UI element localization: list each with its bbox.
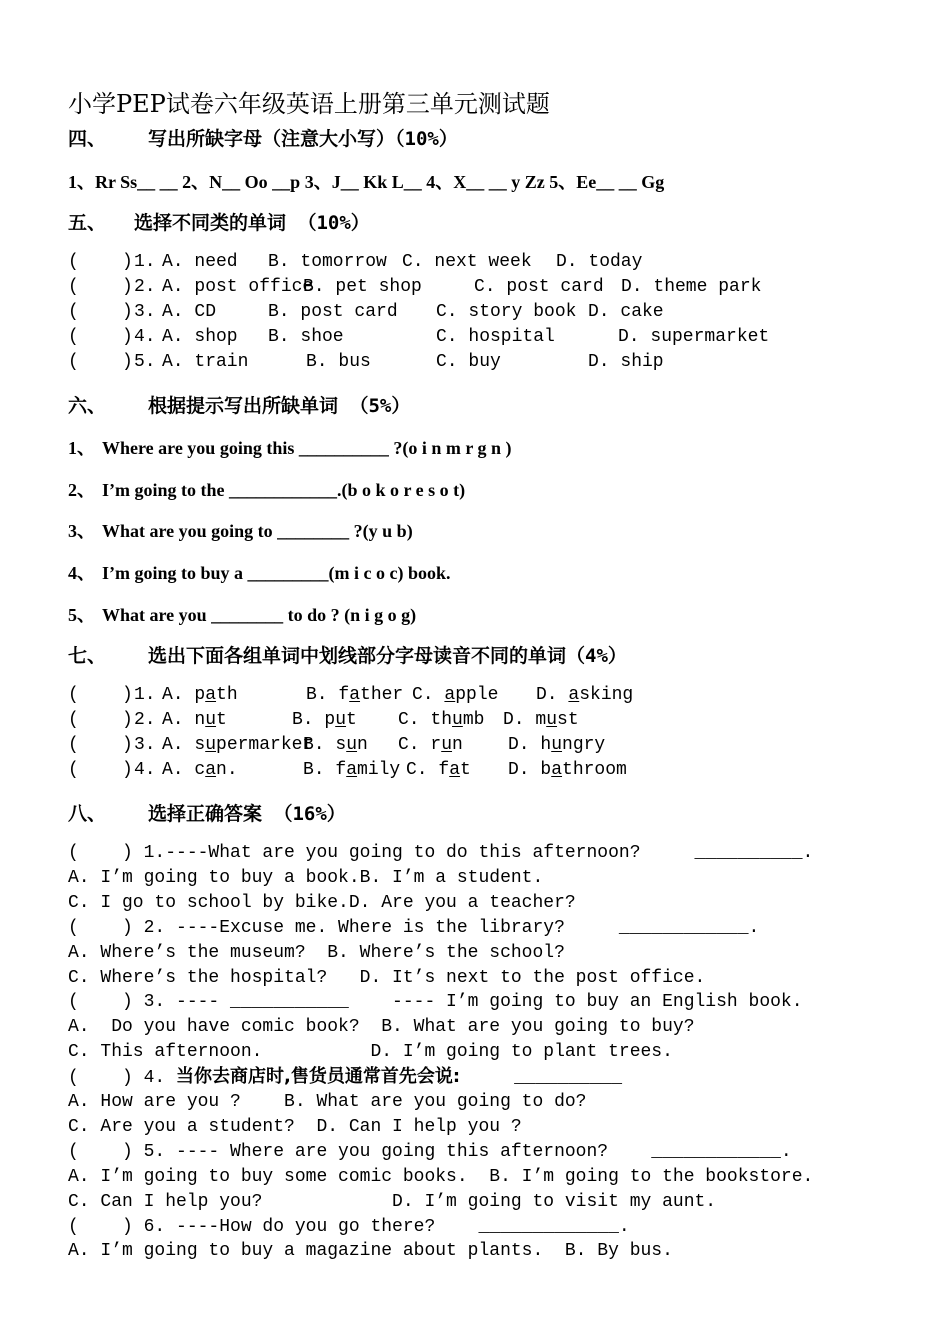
option-b	[303, 758, 400, 782]
section-8-options: C. I go to school by bike.D. Are you a teacher?	[68, 892, 576, 913]
section-7-question-row	[68, 708, 888, 732]
option-a: A. shop	[162, 327, 238, 347]
option-a	[162, 758, 238, 782]
option-a	[162, 708, 227, 732]
question-number: 4.	[134, 760, 156, 780]
item-index: 2、	[68, 479, 95, 500]
option-d	[508, 733, 605, 757]
answer-parentheses: ( )	[68, 735, 133, 755]
option-b: B. tomorrow	[268, 252, 387, 272]
underlined-letter: u	[452, 710, 463, 730]
option-suffix: t	[460, 760, 471, 780]
underlined-letter: a	[349, 685, 361, 705]
answer-parentheses: ( )	[68, 710, 133, 730]
option-a	[162, 733, 313, 757]
option-suffix: permarket	[216, 735, 314, 755]
option-c: C. next week	[402, 252, 532, 272]
section-8-title: 选择正确答案 （16%）	[148, 803, 346, 825]
item-index: 3、	[68, 521, 95, 542]
option-suffix: ngry	[562, 735, 606, 755]
option-suffix: pple	[455, 685, 499, 705]
section-5-question-row	[68, 250, 888, 274]
section-8-question: ( ) 5. ---- Where are you going this afternoon? ____________.	[68, 1141, 792, 1162]
option-c: C. buy	[436, 352, 501, 372]
option-b: B. shoe	[268, 327, 344, 347]
section-6-number: 六、	[68, 395, 107, 417]
option-a	[162, 683, 238, 707]
option-b	[303, 733, 368, 757]
option-c: C. post card	[474, 277, 604, 297]
option-b	[292, 708, 357, 732]
underlined-letter: u	[205, 710, 217, 730]
option-suffix: n	[357, 735, 368, 755]
section-7-question-row	[68, 733, 888, 757]
question-number: 3.	[134, 735, 156, 755]
section-8-options: A. I’m going to buy a magazine about plants. B. By bus.	[68, 1241, 673, 1262]
option-suffix: ther	[360, 685, 404, 705]
option-b: B. bus	[306, 352, 371, 372]
option-prefix: B. s	[303, 735, 347, 755]
section-8-heading	[68, 799, 346, 826]
section-8-options: A. How are you ? B. What are you going to do?	[68, 1092, 587, 1112]
item-text: What are you ________ to do ? (n i g o g)	[102, 604, 417, 625]
option-prefix: C. r	[398, 735, 442, 755]
option-c: C. story book	[436, 302, 577, 322]
option-d: D. supermarket	[618, 327, 770, 347]
answer-parentheses: ( )	[68, 352, 133, 372]
underlined-letter: u	[441, 735, 453, 755]
option-prefix: D. h	[508, 735, 552, 755]
option-prefix: B. p	[292, 710, 336, 730]
underlined-letter: u	[546, 710, 558, 730]
section-8-options: A. I’m going to buy some comic books. B. I’m going to the bookstore.	[68, 1166, 814, 1187]
item-text: What are you going to ________ ?(y u b)	[102, 521, 413, 542]
option-suffix: t	[216, 710, 227, 730]
option-d	[508, 758, 627, 782]
option-c	[398, 708, 484, 732]
question-prefix: ( ) 4.	[68, 1068, 177, 1089]
underlined-letter: u	[205, 735, 217, 755]
underlined-letter: a	[205, 760, 217, 780]
option-b	[306, 683, 403, 707]
answer-parentheses: ( )	[68, 685, 133, 705]
item-index: 4、	[68, 563, 95, 584]
option-prefix: A. n	[162, 710, 206, 730]
answer-parentheses: ( )	[68, 277, 133, 297]
section-8-question: ( ) 3. ---- ___________ ---- I’m going to buy an English book.	[68, 992, 803, 1013]
option-d	[536, 683, 633, 707]
option-suffix: mb	[462, 710, 485, 730]
option-d: D. theme park	[621, 277, 762, 297]
option-prefix: A. p	[162, 685, 206, 705]
underlined-letter: u	[346, 735, 358, 755]
section-8-question: ( ) 1.----What are you going to do this afternoon? __________.	[68, 843, 814, 863]
option-prefix: B. f	[303, 760, 347, 780]
option-n: 2.	[134, 277, 156, 297]
option-prefix: C. th	[398, 710, 453, 730]
section-8-options: C. Are you a student? D. Can I help you ?	[68, 1116, 522, 1137]
section-7-question-row	[68, 683, 888, 707]
option-b: B. pet shop	[303, 277, 422, 297]
answer-blank: __________	[460, 1068, 623, 1089]
section-5-heading	[68, 208, 370, 235]
item-text: I’m going to buy a _________(m i c o c) book.	[102, 563, 451, 584]
option-prefix: B. f	[306, 685, 350, 705]
option-suffix: t	[346, 710, 357, 730]
section-5-question-row	[68, 275, 888, 299]
option-prefix: D.	[536, 685, 569, 705]
underlined-letter: u	[551, 735, 563, 755]
option-prefix: A. c	[162, 760, 206, 780]
section-8-question	[68, 1065, 622, 1089]
option-c	[412, 683, 498, 707]
section-5-question-row	[68, 350, 888, 374]
section-7-question-row	[68, 758, 888, 782]
section-6-item	[68, 434, 512, 460]
section-4-title: 写出所缺字母（注意大小写）（10%）	[148, 128, 458, 150]
underlined-letter: u	[335, 710, 347, 730]
option-d: D. today	[556, 252, 643, 272]
option-n: 4.	[134, 327, 156, 347]
underlined-letter: a	[551, 760, 563, 780]
option-suffix: mily	[357, 760, 401, 780]
underlined-letter: a	[444, 685, 456, 705]
item-index: 5、	[68, 604, 95, 625]
section-4-letters: 1、Rr Ss__ __ 2、N__ Oo __p 3、J__ Kk L__ 4、X__ __ y Zz 5、Ee__ __ Gg	[68, 172, 665, 192]
section-8-question: ( ) 6. ----How do you go there? _____________.	[68, 1216, 630, 1237]
option-a: A. post office	[162, 277, 314, 297]
section-7-heading	[68, 641, 627, 668]
question-number: 1.	[134, 685, 156, 705]
item-index: 1、	[68, 438, 95, 458]
underlined-letter: a	[346, 760, 358, 780]
option-a: A. train	[162, 352, 249, 372]
section-5-question-row	[68, 325, 888, 349]
option-suffix: n	[452, 735, 463, 755]
answer-parentheses: ( )	[68, 252, 133, 272]
option-suffix: n.	[216, 760, 238, 780]
option-suffix: throom	[562, 760, 627, 780]
question-number: 2.	[134, 710, 156, 730]
option-prefix: D. m	[503, 710, 547, 730]
option-a: A. need	[162, 252, 238, 272]
section-8-options: C. Where’s the hospital? D. It’s next to the post office.	[68, 967, 706, 988]
option-c	[398, 733, 463, 757]
section-6-item	[68, 476, 465, 502]
answer-parentheses: ( )	[68, 760, 133, 780]
option-c: C. hospital	[436, 327, 555, 347]
option-c	[406, 758, 471, 782]
page-title: 小学PEP试卷六年级英语上册第三单元测试题	[68, 90, 550, 118]
section-6-item	[68, 601, 416, 627]
option-n: 3.	[134, 302, 156, 322]
option-d: D. cake	[588, 302, 664, 322]
section-8-options: A. Do you have comic book? B. What are you going to buy?	[68, 1017, 695, 1038]
section-6-title: 根据提示写出所缺单词 （5%）	[148, 395, 411, 417]
section-7-number: 七、	[68, 645, 107, 667]
option-prefix: D. b	[508, 760, 552, 780]
section-6-heading	[68, 391, 410, 418]
option-suffix: st	[557, 710, 579, 730]
item-text: Where are you going this __________ ?(o i n m r g n )	[102, 438, 512, 458]
option-n: 5.	[134, 352, 156, 372]
item-text: I’m going to the ____________.(b o k o r e s o t)	[102, 479, 466, 500]
section-7-title: 选出下面各组单词中划线部分字母读音不同的单词（4%）	[148, 645, 627, 667]
underlined-letter: a	[449, 760, 461, 780]
option-prefix: C. f	[406, 760, 450, 780]
section-8-options: C. Can I help you? D. I’m going to visit my aunt.	[68, 1191, 717, 1212]
option-b: B. post card	[268, 302, 398, 322]
answer-parentheses: ( )	[68, 302, 133, 322]
option-prefix: A. s	[162, 735, 206, 755]
section-5-question-row	[68, 300, 888, 324]
section-8-options: A. I’m going to buy a book.B. I’m a student.	[68, 867, 544, 888]
option-a: A. CD	[162, 302, 217, 322]
section-5-title: 选择不同类的单词 （10%）	[134, 212, 370, 234]
section-4-heading	[68, 124, 458, 151]
section-5-number: 五、	[68, 212, 107, 234]
question-chinese-text: 当你去商店时,售货员通常首先会说:	[176, 1066, 461, 1088]
section-6-item	[68, 559, 451, 585]
underlined-letter: a	[205, 685, 217, 705]
option-prefix: C.	[412, 685, 445, 705]
option-d: D. ship	[588, 352, 664, 372]
section-8-options: A. Where’s the museum? B. Where’s the school?	[68, 942, 565, 963]
section-8-options: C. This afternoon. D. I’m going to plant trees.	[68, 1042, 673, 1063]
option-d	[503, 708, 579, 732]
answer-parentheses: ( )	[68, 327, 133, 347]
option-suffix: sking	[579, 685, 634, 705]
section-6-item	[68, 517, 413, 543]
section-8-number: 八、	[68, 803, 107, 825]
option-suffix: th	[216, 685, 238, 705]
section-8-question: ( ) 2. ----Excuse me. Where is the library? ____________.	[68, 917, 760, 938]
section-4-number: 四、	[68, 128, 107, 150]
option-n: 1.	[134, 252, 156, 272]
underlined-letter: a	[568, 685, 580, 705]
